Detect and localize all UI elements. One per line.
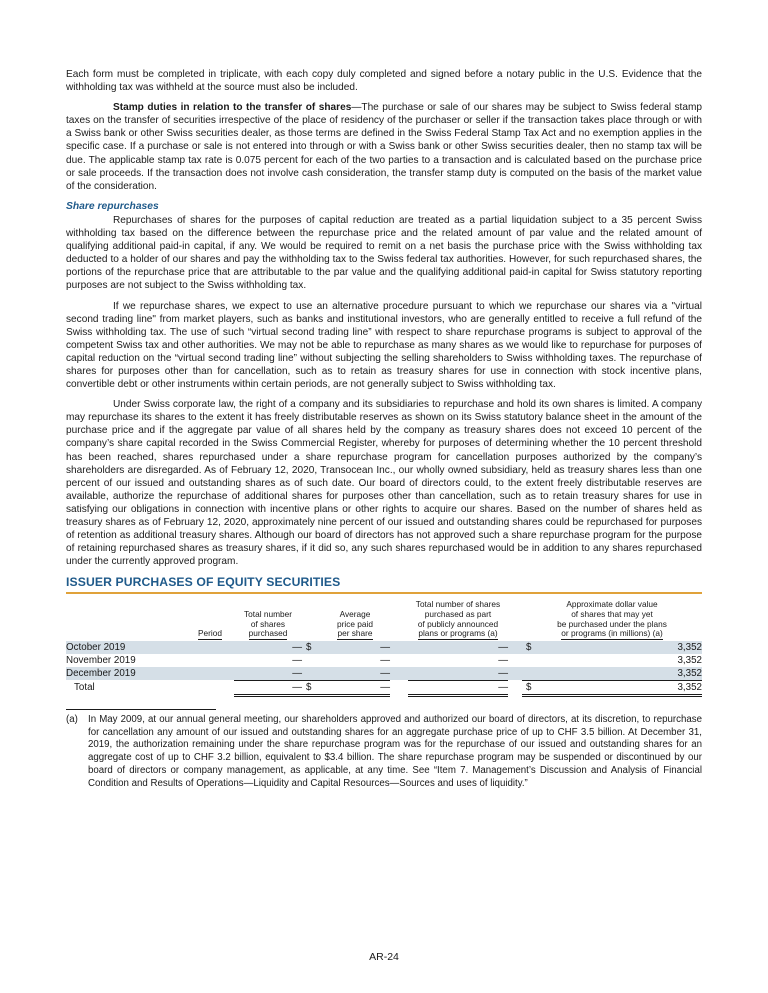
header-average-price: Average price paid per share <box>337 609 373 639</box>
repurchase-paragraph-3: Under Swiss corporate law, the right of a company and its subsidiaries to repurchase and hold its own shares is limited. A company may repurchase its shares to the extent it has freely distributable reserves as shown on its Swiss statutory balance sheet in the amount of the purchase price and if the aggregate par value of all shares held by the company as treasury shares does not exceed 10 percent of the company’s share capital recorded in the Swiss Commercial Register, whereby for purposes of determining whether the 10 percent threshold has been reached, shares repurchased under a share repurchase program for cancellation purposes authorized by the company’s shareholders are disregarded. As of February 12, 2020, Transocean Inc., our wholly owned subsidiary, held as treasury shares less than one percent of our issued and outstanding shares as of such date. Our board of directors could, to the extent freely distributable reserves are available, authorize the repurchase of additional shares for purposes other than cancellation, such as to retain treasury shares for use in satisfying our obligations in connection with incentive plans or other rights to acquire our shares. Based on the number of shares held as treasury shares as of February 12, 2020, approximately nine percent of our issued and outstanding shares could be repurchased for purposes of retention as additional treasury shares. Although our board of directors has not approved such a share repurchase program for the purpose of retaining repurchased shares as treasury shares, if it did so, any such shares repurchased would be in addition to any shares repurchased under the currently approved program. <box>66 399 702 568</box>
footnote-divider <box>66 709 216 710</box>
table-total-row: Total — $ — — $ 3,352 <box>74 681 702 694</box>
repurchase-paragraph-1: Repurchases of shares for the purposes of capital reduction are treated as a partial liquidation subject to a 35 percent Swiss withholding tax based on the difference between the repurchase price and the related amount of par value and the related amount of qualifying additional paid-in capital, if any. We would be required to remit on a net basis the purchase price with the Swiss withholding tax deducted to a holder of our shares and pay the withholding tax to the Swiss federal tax authorities. However, for such repurchased shares, the portions of the repurchase price that are attributable to the par value and the qualifying additional paid-in capital for Swiss statutory reporting purposes are not subject to the Swiss withholding tax. <box>66 214 702 292</box>
header-total-shares: Total number of shares purchased <box>244 609 292 639</box>
page-number: AR-24 <box>369 951 399 963</box>
equity-purchases-table <box>66 600 702 696</box>
stamp-duties-paragraph <box>66 101 702 193</box>
header-approx-value: Approximate dollar value of shares that may yet be purchased under the plans or programs (in millions) (a) <box>557 599 667 639</box>
header-public-plans: Total number of shares purchased as part of publicly announced plans or programs (a) <box>415 599 501 639</box>
header-period: Period <box>198 628 222 639</box>
share-repurchases-heading: Share repurchases <box>66 200 159 212</box>
section-title: ISSUER PURCHASES OF EQUITY SECURITIES <box>66 576 702 594</box>
footnote <box>66 714 702 791</box>
document-page <box>66 68 702 791</box>
table-row: October 2019 — $ — — $ 3,352 <box>66 641 702 653</box>
table-row: December 2019 — — — 3,352 <box>66 667 702 680</box>
intro-paragraph: Each form must be completed in triplicate, with each copy duly completed and signed before a notary public in the U.S. Evidence that the withholding tax was withheld at the source must also be included. <box>66 69 702 94</box>
repurchase-paragraph-2: If we repurchase shares, we expect to use an alternative procedure pursuant to which we repurchase our shares via a "virtual second trading line" from market players, such as banks and institutional investors, who are generally entitled to receive a full refund of the Swiss withholding tax. The use of such “virtual second trading line” with respect to share repurchase programs is subject to approval of the competent Swiss tax and other authorities. We may not be able to repurchase as many shares as we would like to repurchase for purposes of capital reduction on the “virtual second trading line” without subjecting the selling shareholders to Swiss withholding taxes. The repurchase of shares for purposes other than for cancellation, such as to retain as treasury shares for use in connection with stock incentive plans, convertible debt or other instruments within certain periods, are not generally subject to Swiss withholding tax. <box>66 300 702 391</box>
table-row: November 2019 — — — 3,352 <box>66 654 702 666</box>
footnote-text: In May 2009, at our annual general meeting, our shareholders approved and authorized our board of directors, at its discretion, to repurchase for cancellation any amount of our issued and outstanding shares for an aggregate purchase price of up to CHF 3.5 billion. At December 31, 2019, the authorization remaining under the share repurchase program was for the repurchase of our issued and outstanding shares for an aggregate cost of up to CHF 3.2 billion, equivalent to $3.4 billion. The share repurchase program may be suspended or discontinued by our board of directors or company management, as applicable, at any time. See “Item 7. Management’s Discussion and Analysis of Financial Condition and Results of Operations—Liquidity and Capital Resources—Sources and uses of liquidity.” <box>88 713 702 789</box>
footnote-mark: (a) <box>66 713 78 725</box>
stamp-duties-text: —The purchase or sale of our shares may be subject to Swiss federal stamp taxes on the transfer of securities irrespective of the place of residency of the purchaser or seller if the transaction takes place through or with a Swiss bank or other Swiss securities dealer, as those terms are defined in the Swiss Federal Stamp Tax Act and no exemption applies in the specific case. If a purchase or sale is not entered into through or with a Swiss bank or other Swiss securities dealer, then no stamp tax will be due. The applicable stamp tax rate is 0.075 percent for each of the two parties to a transaction and is calculated based on the purchase price or sale proceeds. If the transaction does not involve cash consideration, the transfer stamp duty is computed on the basis of the market value of the consideration. <box>66 102 702 192</box>
stamp-duties-lead: Stamp duties in relation to the transfer of shares <box>113 102 352 114</box>
